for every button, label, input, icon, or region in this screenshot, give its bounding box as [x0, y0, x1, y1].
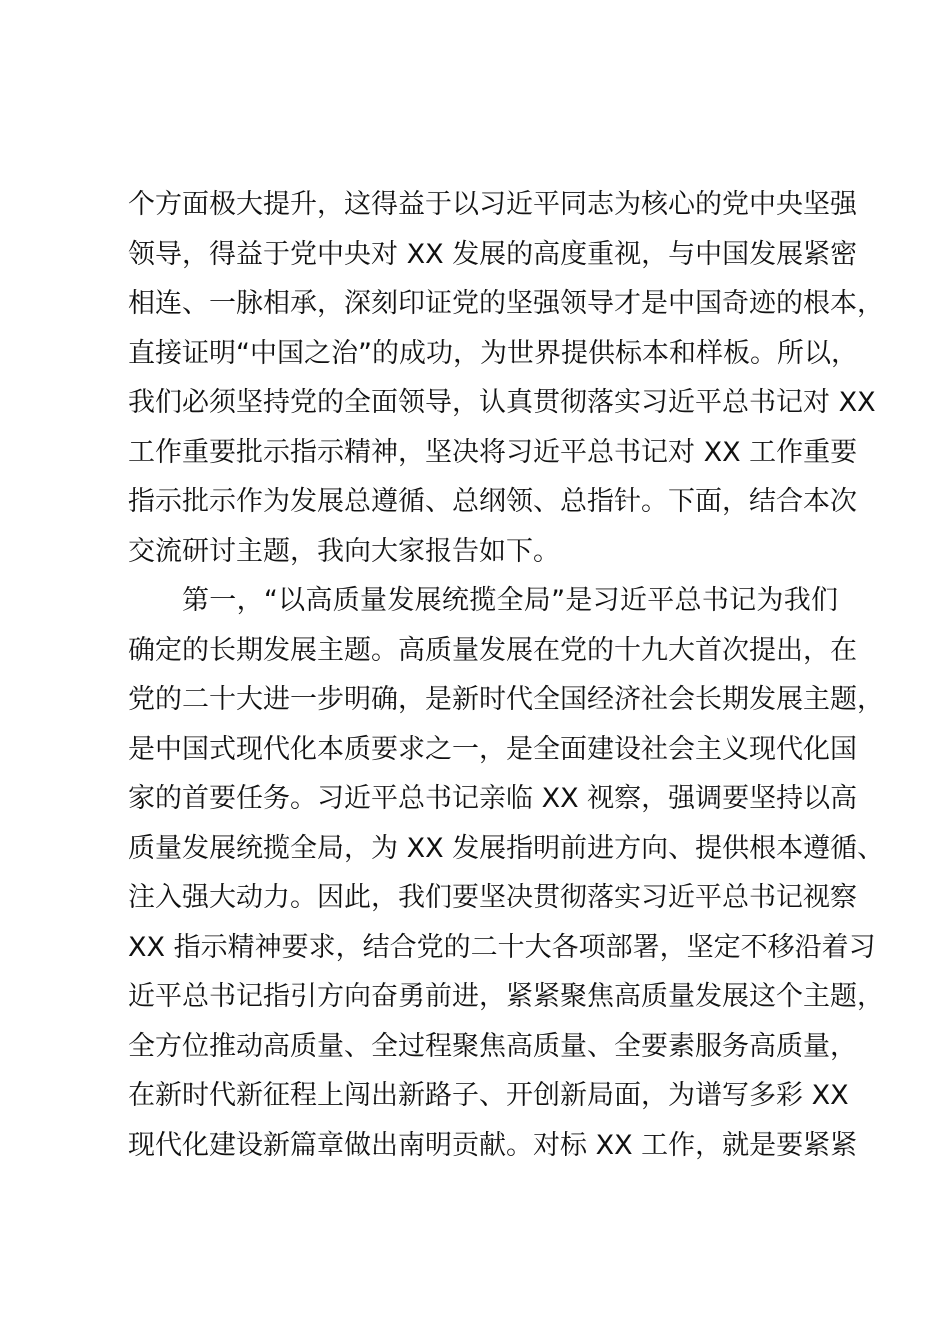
text-line: 在新时代新征程上闯出新路子、开创新局面，为谱写多彩 XX — [128, 1080, 849, 1111]
text-line: 质量发展统揽全局，为 XX 发展指明前进方向、提供根本遵循、 — [128, 832, 885, 864]
text-line: 工作重要批示指示精神，坚决将习近平总书记对 XX 工作重要 — [128, 436, 858, 468]
text-line: 注入强大动力。因此，我们要坚决贯彻落实习近平总书记视察 — [128, 882, 857, 913]
text-line: 是中国式现代化本质要求之一，是全面建设社会主义现代化国 — [128, 733, 857, 765]
text-line: 直接证明“中国之治”的成功，为世界提供标本和样板。所以， — [128, 337, 858, 369]
text-line: 领导，得益于党中央对 XX 发展的高度重视，与中国发展紧密 — [128, 238, 858, 270]
text-line: 家的首要任务。习近平总书记亲临 XX 视察，强调要坚持以高 — [128, 783, 858, 814]
text-line: 相连、一脉相承，深刻印证党的坚强领导才是中国奇迹的根本， — [128, 288, 884, 319]
text-line: 现代化建设新篇章做出南明贡献。对标 XX 工作，就是要紧紧 — [128, 1129, 858, 1161]
text-line: 个方面极大提升，这得益于以习近平同志为核心的党中央坚强 — [128, 189, 857, 220]
document-body — [128, 180, 885, 1170]
paragraph-1 — [128, 180, 884, 576]
text-line: 确定的长期发展主题。高质量发展在党的十九大首次提出，在 — [128, 634, 857, 666]
text-line: 近平总书记指引方向奋勇前进，紧紧聚焦高质量发展这个主题， — [128, 981, 884, 1012]
text-line: 我们必须坚持党的全面领导，认真贯彻落实习近平总书记对 XX — [128, 387, 876, 418]
text-line: 第一，“以高质量发展统揽全局”是习近平总书记为我们 — [182, 585, 838, 616]
paragraph-2 — [128, 576, 885, 1170]
text-line: 指示批示作为发展总遵循、总纲领、总指针。下面，结合本次 — [128, 486, 857, 517]
text-line: 全方位推动高质量、全过程聚焦高质量、全要素服务高质量， — [128, 1030, 857, 1062]
text-line: XX 指示精神要求，结合党的二十大各项部署，坚定不移沿着习 — [128, 931, 876, 963]
text-line: 党的二十大进一步明确，是新时代全国经济社会长期发展主题， — [128, 684, 884, 715]
text-line: 交流研讨主题，我向大家报告如下。 — [128, 535, 560, 567]
